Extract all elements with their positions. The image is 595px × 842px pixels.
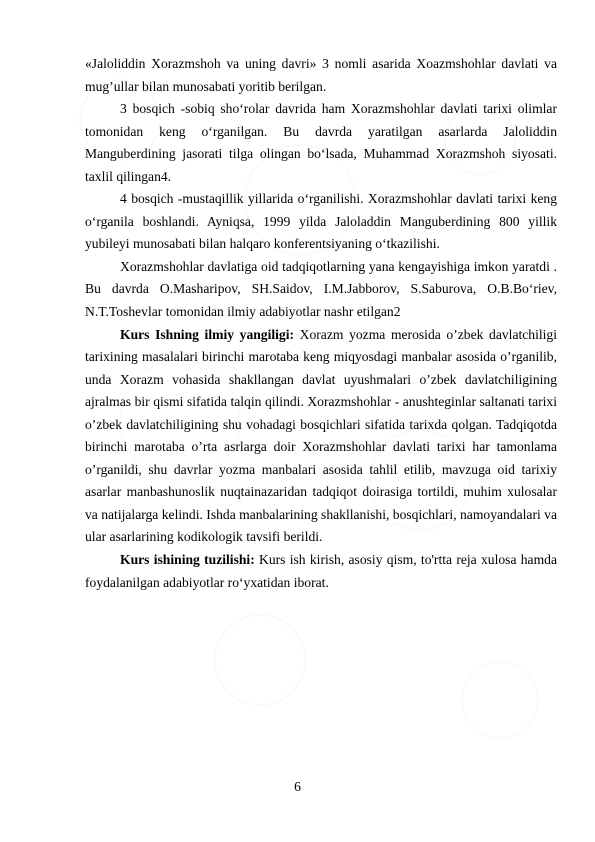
page-number: 6	[294, 779, 301, 794]
document-body	[85, 53, 557, 594]
paragraph-text: 3 bosqich -sobiq sho‘rolar davrida ham Xorazmshohlar davlati tarixi olimlar tomonidan keng o‘rganilgan. Bu davrda yaratilgan asarlarda Jaloliddin Manguberdining jasorati tilga olingan bo‘lsada, Muhammad Xorazmshoh siyosati. taxlil qilingan4.	[85, 101, 557, 184]
paragraph-text: Xorazmshohlar davlatiga oid tadqiqotlarning yana kengayishiga imkon yaratdi . Bu davrda O.Masharipov, SH.Saidov, I.M.Jabborov, S.Saburova, O.B.Bo‘riev, N.T.Toshevlar tomonidan ilmiy adabiyotlar nashr etilgan2	[85, 258, 557, 320]
paragraph-5	[85, 324, 557, 549]
paragraph-3	[85, 188, 557, 256]
paragraph-text: 4 bosqich -mustaqillik yillarida o‘rganilishi. Xorazmshohlar davlati tarixi keng o‘rganila boshlandi. Ayniqsa, 1999 yilda Jaloladdin Manguberdining 800 yillik yubileyi munosabati bilan halqaro konferentsiyaning o‘tkazilishi.	[85, 191, 557, 252]
paragraph-text: Xorazm yozma merosida o’zbek davlatchiligi tarixining masalalari birinchi marotaba keng miqyosdagi manbalar asosida o’rganilib, unda Xorazm vohasida shakllangan davlat uyushmalari o’zbek davlatchiligining ajralmas bir qismi sifatida talqin qilindi. Xorazmshohlar - anushteginlar saltanati tarixi o’zbek davlatchiligining shu vohadagi bosqichlari sifatida tarixda qolgan. Tadqiqotda birinchi marotaba o’rta asrlarga doir Xorazmshohlar davlati tarixi har tamonlama o’rganildi, shu davrlar yozma manbalari asosida tahlil etilib, mavzuga oid tarixiy asarlar manbashunoslik nuqtainazaridan tadqiqot doirasiga tortildi, muhim xulosalar va natijalarga kelindi. Ishda manbalarining shakllanishi, bosqichlari, namoyandalari va ular asarlarining kodikologik tavsifi berildi.	[85, 326, 557, 545]
paragraph-2	[85, 98, 557, 188]
paragraph-text: «Jaloliddin Xorazmshoh va uning davri» 3 nomli asarida Xoazmshohlar davlati va mug’ullar bilan munosabati yoritib berilgan.	[85, 56, 557, 94]
paragraph-text: Kurs ish kirish, asosiy qism, to'rtta reja xulosa hamda foydalanilgan adabiyotlar ro‘yxatidan iborat.	[85, 552, 557, 590]
paragraph-4	[85, 256, 557, 324]
paragraph-1	[85, 53, 557, 98]
paragraph-6	[85, 549, 557, 594]
section-heading-structure: Kurs ishining tuzilishi:	[120, 552, 255, 568]
section-heading-novelty: Kurs Ishning ilmiy yangiligi:	[120, 326, 295, 342]
